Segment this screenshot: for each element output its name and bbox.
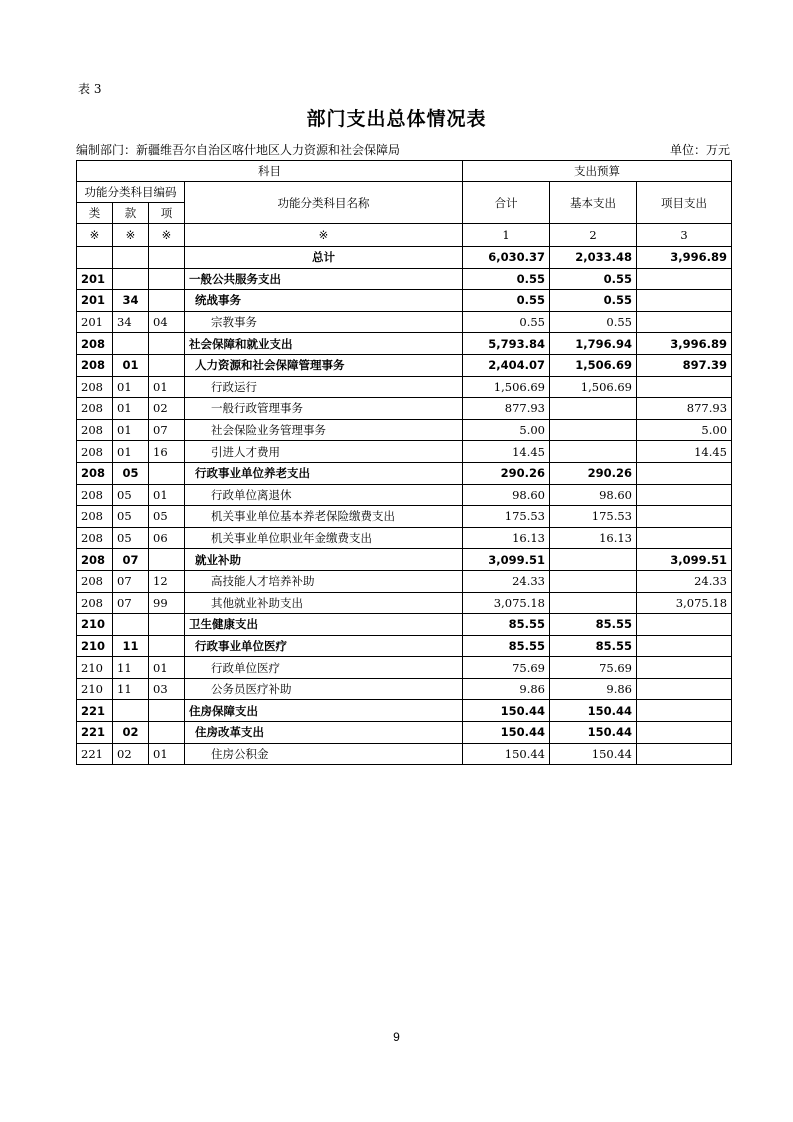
amount-total: 150.44 — [463, 722, 550, 744]
mark-cell: ※ — [113, 224, 149, 247]
code-lei: 210 — [77, 614, 113, 636]
total-row-total: 6,030.37 — [463, 247, 550, 269]
code-kuan: 11 — [113, 635, 149, 657]
code-kuan: 01 — [113, 419, 149, 441]
amount-project: 3,996.89 — [637, 333, 732, 355]
amount-total: 150.44 — [463, 743, 550, 765]
code-lei: 208 — [77, 527, 113, 549]
mark-cell: ※ — [149, 224, 185, 247]
code-lei: 208 — [77, 376, 113, 398]
column-number-2: 2 — [550, 224, 637, 247]
code-lei: 208 — [77, 484, 113, 506]
code-xiang — [149, 268, 185, 290]
amount-basic: 175.53 — [550, 506, 637, 528]
code-kuan: 05 — [113, 527, 149, 549]
header-kuan: 款 — [113, 203, 149, 224]
table-row — [77, 419, 732, 441]
amount-basic: 16.13 — [550, 527, 637, 549]
subject-name: 一般行政管理事务 — [185, 398, 463, 420]
code-lei: 210 — [77, 657, 113, 679]
code-lei: 221 — [77, 722, 113, 744]
code-kuan: 01 — [113, 441, 149, 463]
amount-total: 290.26 — [463, 462, 550, 484]
amount-basic: 1,506.69 — [550, 376, 637, 398]
code-kuan: 11 — [113, 678, 149, 700]
table-row — [77, 549, 732, 571]
amount-project: 877.93 — [637, 398, 732, 420]
code-lei: 210 — [77, 678, 113, 700]
code-lei: 208 — [77, 419, 113, 441]
header-project: 项目支出 — [637, 182, 732, 224]
code-xiang: 01 — [149, 743, 185, 765]
subject-name: 行政运行 — [185, 376, 463, 398]
amount-total: 3,099.51 — [463, 549, 550, 571]
subject-name: 高技能人才培养补助 — [185, 570, 463, 592]
amount-project — [637, 376, 732, 398]
code-kuan: 11 — [113, 657, 149, 679]
code-xiang — [149, 290, 185, 312]
table-row — [77, 376, 732, 398]
subject-name: 人力资源和社会保障管理事务 — [185, 354, 463, 376]
code-xiang: 16 — [149, 441, 185, 463]
code-xiang — [149, 722, 185, 744]
mark-cell: ※ — [185, 224, 463, 247]
code-kuan: 01 — [113, 354, 149, 376]
page-number: 9 — [393, 1030, 400, 1044]
amount-basic: 98.60 — [550, 484, 637, 506]
amount-basic — [550, 549, 637, 571]
code-xiang: 01 — [149, 484, 185, 506]
subject-name: 公务员医疗补助 — [185, 678, 463, 700]
department-label: 编制部门：新疆维吾尔自治区喀什地区人力资源和社会保障局 — [76, 143, 401, 157]
amount-basic: 0.55 — [550, 290, 637, 312]
amount-basic: 150.44 — [550, 722, 637, 744]
amount-total: 5,793.84 — [463, 333, 550, 355]
amount-basic: 150.44 — [550, 700, 637, 722]
subject-name: 行政事业单位养老支出 — [185, 462, 463, 484]
amount-project: 24.33 — [637, 570, 732, 592]
amount-project: 5.00 — [637, 419, 732, 441]
code-xiang: 01 — [149, 376, 185, 398]
code-lei: 201 — [77, 268, 113, 290]
code-xiang — [149, 354, 185, 376]
code-kuan — [113, 614, 149, 636]
code-kuan — [113, 268, 149, 290]
subject-name: 统战事务 — [185, 290, 463, 312]
total-row — [77, 247, 732, 269]
amount-total: 5.00 — [463, 419, 550, 441]
code-xiang — [149, 462, 185, 484]
subject-name: 宗教事务 — [185, 311, 463, 333]
code-lei: 208 — [77, 570, 113, 592]
code-xiang — [149, 333, 185, 355]
code-kuan: 07 — [113, 549, 149, 571]
code-xiang: 06 — [149, 527, 185, 549]
subject-name: 社会保障和就业支出 — [185, 333, 463, 355]
table-row — [77, 268, 732, 290]
code-kuan: 02 — [113, 722, 149, 744]
code-kuan: 34 — [113, 290, 149, 312]
subject-name: 住房改革支出 — [185, 722, 463, 744]
header-row-2 — [77, 182, 732, 203]
amount-basic: 150.44 — [550, 743, 637, 765]
amount-project — [637, 722, 732, 744]
code-xiang: 99 — [149, 592, 185, 614]
code-lei: 208 — [77, 398, 113, 420]
amount-total: 1,506.69 — [463, 376, 550, 398]
amount-project — [637, 311, 732, 333]
amount-basic: 1,796.94 — [550, 333, 637, 355]
table-row — [77, 441, 732, 463]
mark-cell: ※ — [77, 224, 113, 247]
subject-name: 引进人才费用 — [185, 441, 463, 463]
amount-total: 150.44 — [463, 700, 550, 722]
amount-project: 14.45 — [637, 441, 732, 463]
amount-basic: 85.55 — [550, 635, 637, 657]
total-row-basic: 2,033.48 — [550, 247, 637, 269]
subject-name: 就业补助 — [185, 549, 463, 571]
subject-name: 一般公共服务支出 — [185, 268, 463, 290]
amount-project: 3,099.51 — [637, 549, 732, 571]
meta-row — [76, 141, 730, 158]
table-row — [77, 570, 732, 592]
table-row — [77, 333, 732, 355]
code-kuan: 05 — [113, 506, 149, 528]
code-kuan: 07 — [113, 592, 149, 614]
amount-total: 3,075.18 — [463, 592, 550, 614]
header-basic: 基本支出 — [550, 182, 637, 224]
amount-basic — [550, 398, 637, 420]
table-row — [77, 743, 732, 765]
code-xiang: 12 — [149, 570, 185, 592]
code-lei: 208 — [77, 592, 113, 614]
code-lei: 208 — [77, 333, 113, 355]
subject-name: 社会保险业务管理事务 — [185, 419, 463, 441]
subject-name: 其他就业补助支出 — [185, 592, 463, 614]
subject-name: 行政单位离退休 — [185, 484, 463, 506]
code-xiang: 05 — [149, 506, 185, 528]
subject-name: 行政单位医疗 — [185, 657, 463, 679]
code-kuan: 01 — [113, 398, 149, 420]
table-row — [77, 462, 732, 484]
code-kuan: 07 — [113, 570, 149, 592]
code-xiang — [149, 635, 185, 657]
subject-name: 住房保障支出 — [185, 700, 463, 722]
table-row — [77, 614, 732, 636]
amount-total: 85.55 — [463, 635, 550, 657]
amount-total: 175.53 — [463, 506, 550, 528]
amount-project — [637, 527, 732, 549]
table-row — [77, 678, 732, 700]
amount-total: 98.60 — [463, 484, 550, 506]
amount-total: 75.69 — [463, 657, 550, 679]
amount-total: 877.93 — [463, 398, 550, 420]
expenditure-table — [76, 160, 732, 765]
amount-basic: 85.55 — [550, 614, 637, 636]
code-lei: 208 — [77, 506, 113, 528]
subject-name: 住房公积金 — [185, 743, 463, 765]
table-row — [77, 398, 732, 420]
amount-total: 2,404.07 — [463, 354, 550, 376]
code-kuan: 02 — [113, 743, 149, 765]
code-xiang: 01 — [149, 657, 185, 679]
header-row-4 — [77, 224, 732, 247]
code-xiang: 07 — [149, 419, 185, 441]
amount-basic — [550, 441, 637, 463]
code-xiang: 03 — [149, 678, 185, 700]
code-xiang — [149, 614, 185, 636]
code-kuan: 05 — [113, 484, 149, 506]
amount-basic — [550, 592, 637, 614]
amount-project — [637, 678, 732, 700]
amount-project: 3,075.18 — [637, 592, 732, 614]
code-lei: 208 — [77, 441, 113, 463]
code-kuan: 01 — [113, 376, 149, 398]
amount-total: 0.55 — [463, 311, 550, 333]
header-budget: 支出预算 — [463, 161, 732, 182]
code-lei: 208 — [77, 462, 113, 484]
table-row — [77, 311, 732, 333]
code-lei: 221 — [77, 700, 113, 722]
amount-project — [637, 635, 732, 657]
amount-project — [637, 462, 732, 484]
code-xiang: 02 — [149, 398, 185, 420]
column-number-3: 3 — [637, 224, 732, 247]
code-kuan: 05 — [113, 462, 149, 484]
header-code-group: 功能分类科目编码 — [77, 182, 185, 203]
code-kuan: 34 — [113, 311, 149, 333]
subject-name: 行政事业单位医疗 — [185, 635, 463, 657]
amount-total: 85.55 — [463, 614, 550, 636]
table-row — [77, 506, 732, 528]
code-xiang: 04 — [149, 311, 185, 333]
amount-total: 0.55 — [463, 268, 550, 290]
code-xiang — [149, 549, 185, 571]
table-row — [77, 527, 732, 549]
amount-project: 897.39 — [637, 354, 732, 376]
code-kuan — [113, 700, 149, 722]
page-title: 部门支出总体情况表 — [306, 108, 487, 130]
table-row — [77, 290, 732, 312]
amount-total: 9.86 — [463, 678, 550, 700]
amount-project — [637, 657, 732, 679]
code-xiang — [149, 700, 185, 722]
code-lei: 221 — [77, 743, 113, 765]
amount-total: 24.33 — [463, 570, 550, 592]
table-row — [77, 657, 732, 679]
amount-basic: 0.55 — [550, 268, 637, 290]
amount-basic: 0.55 — [550, 311, 637, 333]
code-lei: 208 — [77, 354, 113, 376]
amount-basic — [550, 419, 637, 441]
header-lei: 类 — [77, 203, 113, 224]
code-lei: 201 — [77, 290, 113, 312]
header-total: 合计 — [463, 182, 550, 224]
subject-name: 机关事业单位基本养老保险缴费支出 — [185, 506, 463, 528]
header-row-1 — [77, 161, 732, 182]
amount-project — [637, 290, 732, 312]
table-label: 表 3 — [78, 82, 102, 96]
header-subject: 科目 — [77, 161, 463, 182]
amount-basic: 290.26 — [550, 462, 637, 484]
amount-total: 14.45 — [463, 441, 550, 463]
table-row — [77, 722, 732, 744]
amount-project — [637, 506, 732, 528]
amount-total: 16.13 — [463, 527, 550, 549]
amount-basic — [550, 570, 637, 592]
table-row — [77, 700, 732, 722]
code-lei: 201 — [77, 311, 113, 333]
code-lei: 208 — [77, 549, 113, 571]
amount-project — [637, 614, 732, 636]
header-subject-name: 功能分类科目名称 — [185, 182, 463, 224]
amount-total: 0.55 — [463, 290, 550, 312]
amount-basic: 75.69 — [550, 657, 637, 679]
amount-project — [637, 743, 732, 765]
unit-label: 单位：万元 — [669, 143, 730, 157]
amount-basic: 9.86 — [550, 678, 637, 700]
code-kuan — [113, 333, 149, 355]
amount-basic: 1,506.69 — [550, 354, 637, 376]
amount-project — [637, 268, 732, 290]
table-row — [77, 592, 732, 614]
amount-project — [637, 700, 732, 722]
table-row — [77, 635, 732, 657]
code-lei: 210 — [77, 635, 113, 657]
table-row — [77, 354, 732, 376]
amount-project — [637, 484, 732, 506]
table-row — [77, 484, 732, 506]
column-number-1: 1 — [463, 224, 550, 247]
total-row-project: 3,996.89 — [637, 247, 732, 269]
subject-name: 机关事业单位职业年金缴费支出 — [185, 527, 463, 549]
header-xiang: 项 — [149, 203, 185, 224]
subject-name: 卫生健康支出 — [185, 614, 463, 636]
total-row-label: 总计 — [185, 247, 463, 269]
